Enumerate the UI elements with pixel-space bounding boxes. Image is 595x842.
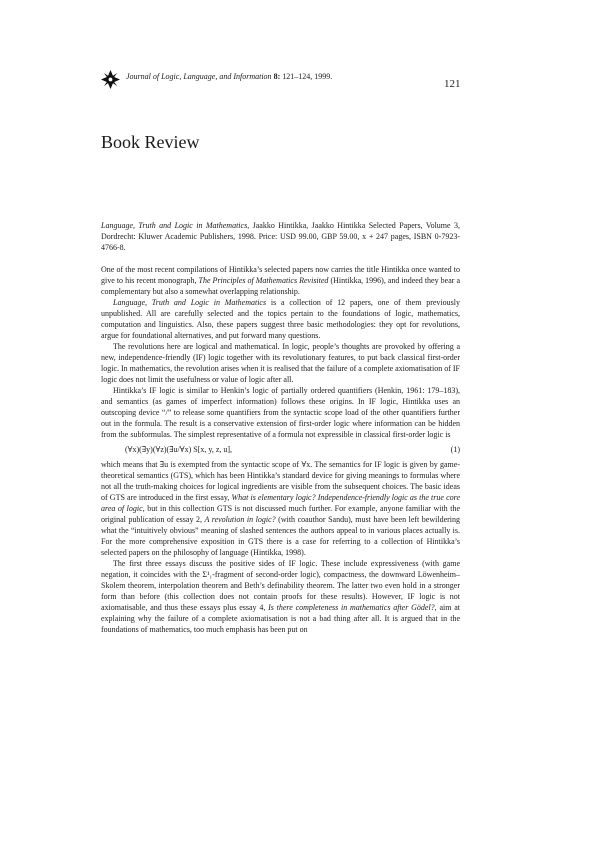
paragraph-2-text: is a collection of 12 papers, one of them previously unpublished. All are carefully selected and the topics pertain to the foundations of logic, mathematics, computation and linguistics. Also, these papers suggest three basic methodologies: they opt for revolutions, argue for foundational alternatives, and put forward many questions. [101, 298, 460, 340]
equation-formula: (∀x)(∃y)(∀z)(∃u/∀x) S[x, y, z, u], [125, 445, 233, 454]
equation-1 [101, 444, 460, 455]
paragraph-5-end: (with coauthor Sandu), must have been left bewildering what the “intuitively obvious” meaning of slashed sentences the authors appeal to in various places actually is. For the more comprehensive exposition in GTS there is a case for referring to a collection of Hintikka’s selected papers on the philosophy of language (Hintikka, 1998). [101, 515, 460, 557]
journal-citation-line [126, 72, 332, 81]
paragraph-5 [101, 459, 460, 558]
citation-details: , Jaakko Hintikka, Jaakko Hintikka Selected Papers, Volume 3, Dordrecht: Kluwer Academic Publishers, 1998. Price: USD 99.00, GBP 59.00, x + 247 pages, ISBN 0-7923-4766-8. [101, 221, 460, 252]
page-number: 121 [444, 78, 461, 90]
journal-pages-year: 121–124, 1999. [282, 72, 333, 81]
paragraph-1 [101, 264, 460, 297]
essay-2-title: A revolution in logic? [204, 515, 276, 524]
equation-number: (1) [450, 445, 460, 454]
review-body [101, 264, 460, 635]
paragraph-6-end: , aim at explaining why the failure of a complete axiomatisation is not a bad thing after all. It is argued that in the foundations of mathematics, too much emphasis has been put on [101, 603, 460, 634]
publisher-logo-icon [101, 70, 120, 89]
paragraph-5-text: which means that ∃u is exempted from the syntactic scope of ∀x. The semantics for IF logic is given by game-theoretical semantics (GTS), which has been Hintikka’s standard device for giving meanings to formulas where not all the truth-making choices for logical ingredients are visible from the subsequent choices. The basic ideas of GTS are introduced in the first essay, [101, 460, 460, 502]
essay-1-title: What is elementary logic? Independence-friendly logic as the true core area of logic [101, 493, 460, 513]
paragraph-6-text: The first three essays discuss the positive sides of IF logic. These include expressiveness (with game negation, it coincides with the Σ¹₁-fragment of second-order logic), compactness, the downward Löwenheim–Skolem theorem, interpolation theorem and Beth’s definability theorem. The latter two even hold in a stronger form than before (this collection does not contain proofs for these results). However, IF logic is not axiomatisable, and thus these essays plus essay 4, [101, 559, 460, 612]
book-title: Language, Truth and Logic in Mathematics [101, 221, 248, 230]
essay-4-title: Is there completeness in mathematics after Gödel? [268, 603, 435, 612]
cited-monograph-title: The Principles of Mathematics Revisited [198, 276, 329, 285]
page-title: Book Review [101, 132, 200, 152]
running-header [101, 70, 460, 90]
paragraph-4: Hintikka’s IF logic is similar to Henkin’s logic of partially ordered quantifiers (Henkin, 1961: 179–183), and semantics (as games of imperfect information) follows these origins. In IF logic, Hintikka uses an outscoping device “/” to release some quantifiers from the syntactic scope load of the other quantifiers further out in the formula. The result is a conservative extension of first-order logic where information can be hidden from the subformulas. The simplest representative of a formula not expressible in classical first-order logic is [101, 386, 460, 439]
paragraph-1-text: One of the most recent compilations of Hintikka’s selected papers now carries the title Hintikka once wanted to give to his recent monograph, [101, 265, 460, 285]
paragraph-5-mid: , but in this collection GTS is not discussed much further. For example, anyone familiar with the original publication of essay 2, [101, 504, 461, 524]
journal-volume: 8: [273, 72, 281, 81]
paragraph-2 [101, 297, 460, 341]
book-citation [101, 220, 460, 253]
paragraph-3: The revolutions here are logical and mathematical. In logic, people’s thoughts are provoked by offering a new, independence-friendly (IF) logic together with its revolutionary features, to put back classical first-order logic. In mathematics, the revolution arises when it is realised that the failure of a complete axiomatisation of IF logic does not limit the usefulness or value of logic after all. [101, 342, 461, 384]
paragraph-6 [101, 558, 460, 635]
journal-name: Journal of Logic, Language, and Information [126, 72, 272, 81]
paragraph-2-title: Language, Truth and Logic in Mathematics [113, 298, 267, 307]
paragraph-1-end: (Hintikka, 1996), and indeed they bear a complementary but also a somewhat overlapping relationship. [101, 276, 461, 296]
